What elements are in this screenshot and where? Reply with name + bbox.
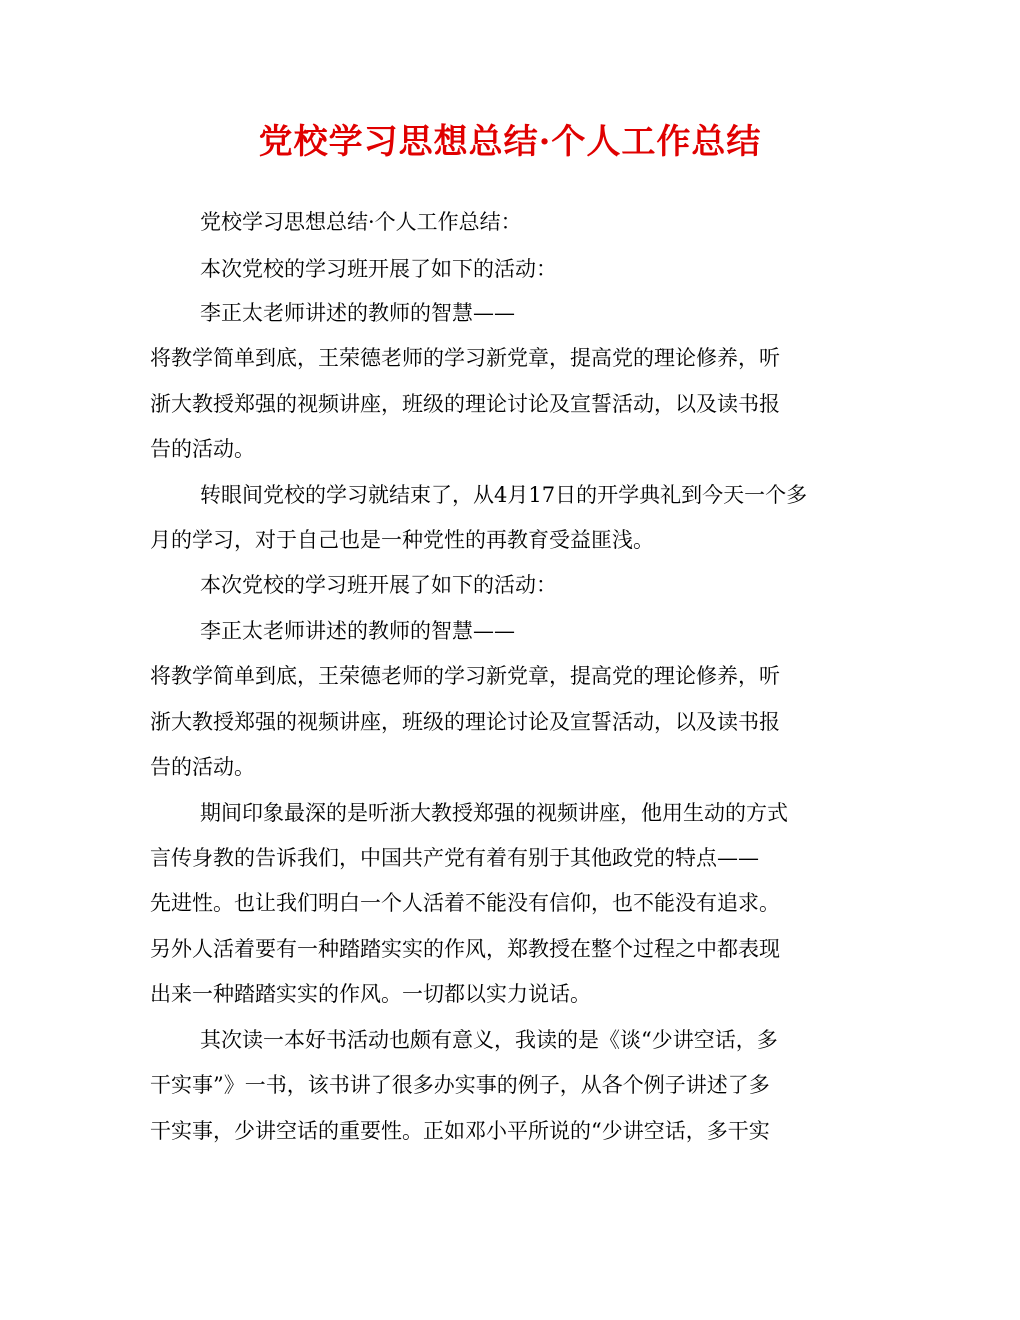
text-line: 告的活动。: [150, 755, 255, 779]
text-line: 浙大教授郑强的视频讲座，班级的理论讨论及宣誓活动，以及读书报: [150, 710, 780, 734]
text-line: 将教学简单到底，王荣德老师的学习新党章，提高党的理论修养，听: [150, 346, 780, 370]
text-line: 浙大教授郑强的视频讲座，班级的理论讨论及宣誓活动，以及读书报: [150, 392, 780, 416]
text-line: 将教学简单到底，王荣德老师的学习新党章，提高党的理论修养，听: [150, 664, 780, 688]
text-line: 本次党校的学习班开展了如下的活动：: [200, 257, 557, 281]
document-title: 党校学习思想总结·个人工作总结: [258, 122, 762, 162]
text-line: 期间印象最深的是听浙大教授郑强的视频讲座，他用生动的方式: [200, 801, 788, 825]
text-line: 转眼间党校的学习就结束了，从4月17日的开学典礼到今天一个多: [200, 483, 808, 507]
text-line: 另外人活着要有一种踏踏实实的作风，郑教授在整个过程之中都表现: [150, 937, 780, 961]
text-line: 干实事”》一书，该书讲了很多办实事的例子，从各个例子讲述了多: [150, 1073, 770, 1097]
text-line: 出来一种踏踏实实的作风。一切都以实力说话。: [150, 982, 591, 1006]
text-line: 本次党校的学习班开展了如下的活动：: [200, 573, 557, 597]
text-line: 其次读一本好书活动也颇有意义，我读的是《谈“少讲空话，多: [200, 1028, 778, 1052]
text-line: 党校学习思想总结·个人工作总结：: [200, 210, 522, 234]
text-line: 干实事，少讲空话的重要性。正如邓小平所说的“少讲空话，多干实: [150, 1119, 770, 1143]
text-line: 李正太老师讲述的教师的智慧——: [200, 301, 515, 325]
text-line: 先进性。也让我们明白一个人活着不能没有信仰，也不能没有追求。: [150, 891, 780, 915]
text-line: 月的学习，对于自己也是一种党性的再教育受益匪浅。: [150, 528, 654, 552]
text-line: 言传身教的告诉我们，中国共产党有着有别于其他政党的特点——: [150, 846, 759, 870]
text-line: 告的活动。: [150, 437, 255, 461]
text-line: 李正太老师讲述的教师的智慧——: [200, 619, 515, 643]
